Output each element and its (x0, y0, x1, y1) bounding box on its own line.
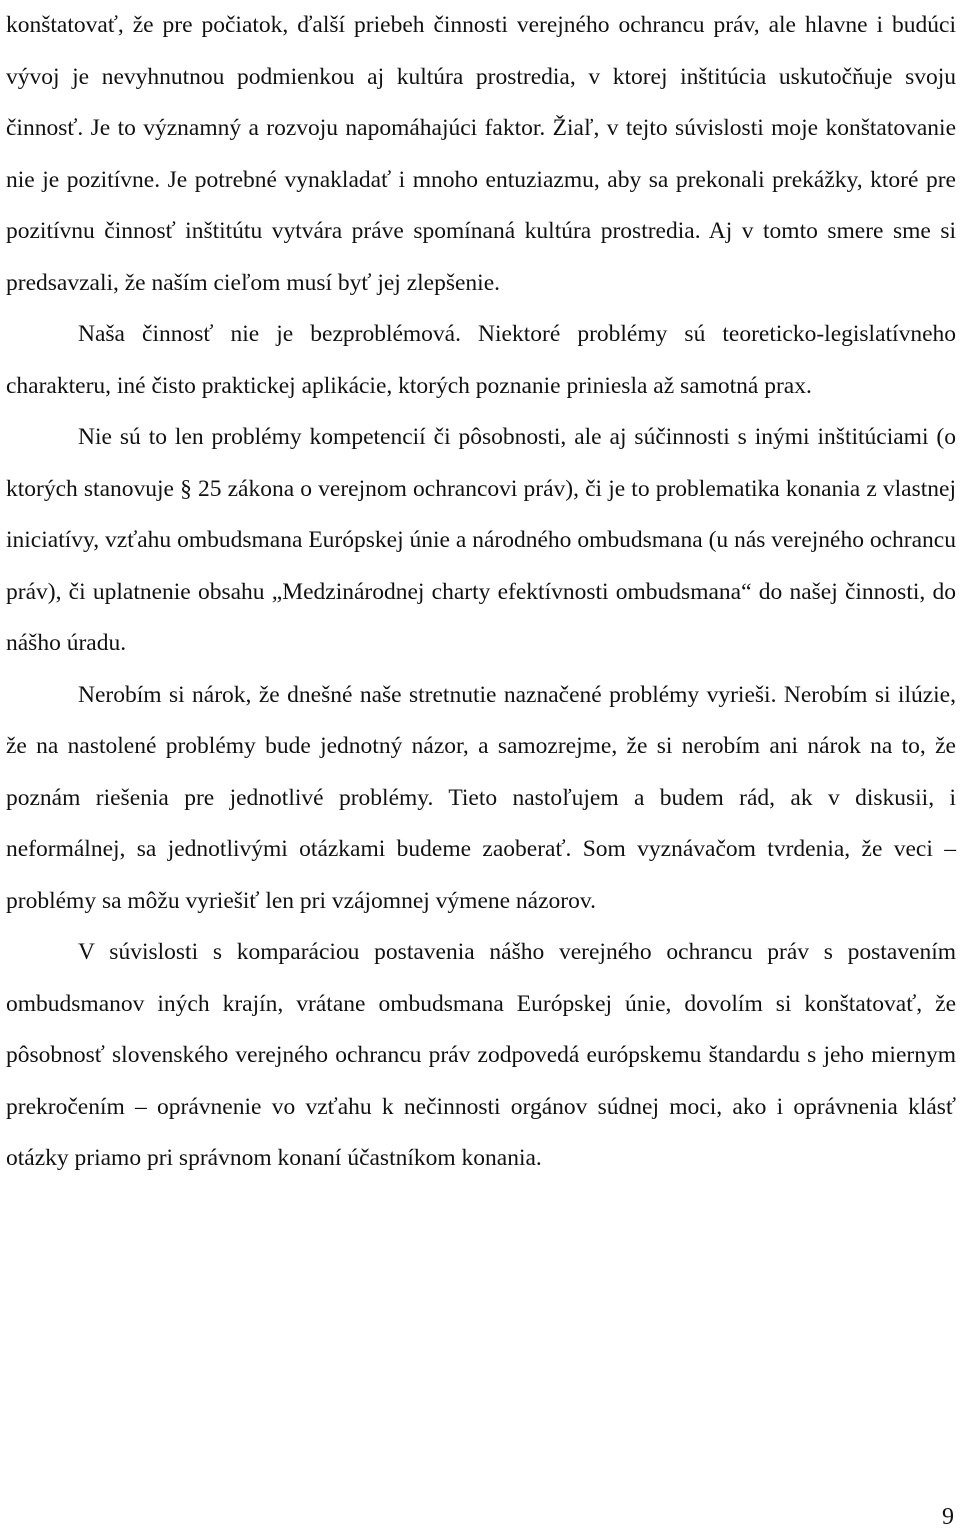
paragraph: Nerobím si nárok, že dnešné naše stretnutie naznačené problémy vyrieši. Nerobím si ilúzie, že na nastolené problémy bude jednotný názor, a samozrejme, že si nerobím ani nárok na to, že poznám riešenia pre jednotlivé problémy. Tieto nastoľujem a budem rád, ak v diskusii, i neformálnej, sa jednotlivými otázkami budeme zaoberať. Som vyznávačom tvrdenia, že veci – problémy sa môžu vyriešiť len pri vzájomnej výmene názorov. (6, 681, 956, 914)
paragraph: Nie sú to len problémy kompetencií či pôsobnosti, ale aj súčinnosti s inými inštitúciami (o ktorých stanovuje § 25 zákona o verejnom ochrancovi práv), či je to problematika konania z vlastnej iniciatívy, vzťahu ombudsmana Európskej únie a národného ombudsmana (u nás verejného ochrancu práv), či uplatnenie obsahu „Medzinárodnej charty efektívnosti ombudsmana“ do našej činnosti, do nášho úradu. (6, 424, 956, 656)
paragraph: V súvislosti s komparáciou postavenia nášho verejného ochrancu práv s postavením ombudsmanov iných krajín, vrátane ombudsmana Európskej únie, dovolím si konštatovať, že pôsobnosť slovenského verejného ochrancu práv zodpovedá európskemu štandardu s jeho miernym prekročením – oprávnenie vo vzťahu k nečinnosti orgánov súdnej moci, ako i oprávnenia klásť otázky priamo pri správnom konaní účastníkom konania. (6, 939, 956, 1171)
paragraph: Naša činnosť nie je bezproblémová. Niektoré problémy sú teoreticko-legislatívneho charakteru, iné čisto praktickej aplikácie, ktorých poznanie priniesla až samotná prax. (6, 321, 956, 399)
body-text (6, 0, 956, 1185)
page-number: 9 (942, 1504, 954, 1530)
paragraph-continued: konštatovať, že pre počiatok, ďalší priebeh činnosti verejného ochrancu práv, ale hlavne i budúci vývoj je nevyhnutnou podmienkou aj kultúra prostredia, v ktorej inštitúcia uskutočňuje svoju činnosť. Je to významný a rozvoju napomáhajúci faktor. Žiaľ, v tejto súvislosti moje konštatovanie nie je pozitívne. Je potrebné vynakladať i mnoho entuziazmu, aby sa prekonali prekážky, ktoré pre pozitívnu činnosť inštitútu vytvára práve spomínaná kultúra prostredia. Aj v tomto smere sme si predsavzali, že naším cieľom musí byť jej zlepšenie. (6, 12, 956, 296)
